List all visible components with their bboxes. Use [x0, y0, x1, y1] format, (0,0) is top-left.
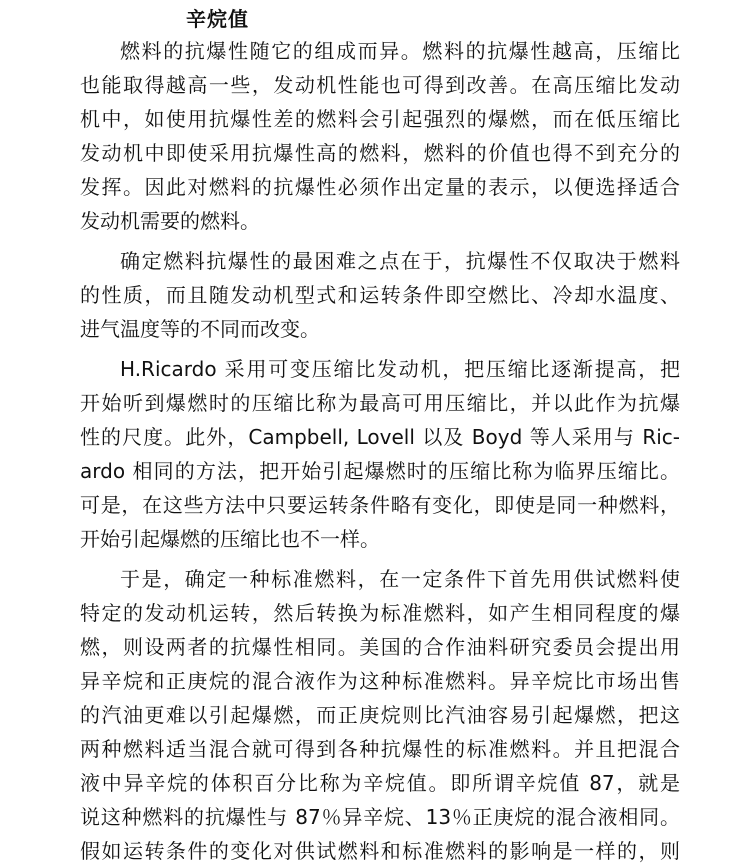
text-line: 开始引起爆燃的压缩比也不一样。 — [80, 527, 380, 551]
text-line: 的汽油更难以引起爆燃，而正庚烷则比汽油容易引起爆燃，把这 — [80, 703, 680, 727]
text-line: 的性质，而且随发动机型式和运转条件即空燃比、冷却水温度、 — [80, 283, 680, 307]
text-line: ardo 相同的方法，把开始引起爆燃时的压缩比称为临界压缩比。 — [80, 459, 680, 483]
text-line: 假如运转条件的变化对供试燃料和标准燃料的影响是一样的，则 — [80, 839, 680, 863]
text-line: 机中，如使用抗爆性差的燃料会引起强烈的爆燃，而在低压缩比 — [80, 107, 680, 131]
body-text — [80, 34, 680, 868]
text-line: 性的尺度。此外，Campbell, Lovell 以及 Boyd 等人采用与 Ric- — [80, 425, 680, 449]
text-line: 也能取得越高一些，发动机性能也可得到改善。在高压缩比发动 — [80, 73, 680, 97]
section-title: 辛烷值 — [186, 7, 249, 31]
text-line: 燃料的抗爆性随它的组成而异。燃料的抗爆性越高，压缩比 — [120, 39, 680, 63]
text-line: 进气温度等的不同而改变。 — [80, 317, 320, 341]
text-line: 可是，在这些方法中只要运转条件略有变化，即使是同一种燃料， — [80, 493, 680, 517]
text-line: 确定燃料抗爆性的最困难之点在于，抗爆性不仅取决于燃料 — [120, 249, 680, 273]
paragraph-3 — [80, 352, 680, 556]
text-line: 发动机需要的燃料。 — [80, 209, 260, 233]
text-line: 说这种燃料的抗爆性与 87％异辛烷、13％正庚烷的混合液相同。 — [80, 805, 680, 829]
paragraph-2 — [80, 244, 680, 346]
text-line: 发挥。因此对燃料的抗爆性必须作出定量的表示，以便选择适合 — [80, 175, 680, 199]
paragraph-4 — [80, 562, 680, 868]
text-line: 液中异辛烷的体积百分比称为辛烷值。即所谓辛烷值 87，就是 — [80, 771, 680, 795]
text-line: 发动机中即使采用抗爆性高的燃料，燃料的价值也得不到充分的 — [80, 141, 680, 165]
text-line: 于是，确定一种标准燃料，在一定条件下首先用供试燃料使 — [120, 567, 680, 591]
text-line: 两种燃料适当混合就可得到各种抗爆性的标准燃料。并且把混合 — [80, 737, 680, 761]
text-line: 异辛烷和正庚烷的混合液作为这种标准燃料。异辛烷比市场出售 — [80, 669, 680, 693]
text-line: H.Ricardo 采用可变压缩比发动机，把压缩比逐渐提高，把 — [120, 357, 680, 381]
text-line: 开始听到爆燃时的压缩比称为最高可用压缩比，并以此作为抗爆 — [80, 391, 680, 415]
paragraph-1 — [80, 34, 680, 238]
text-line: 燃，则设两者的抗爆性相同。美国的合作油料研究委员会提出用 — [80, 635, 680, 659]
text-line: 特定的发动机运转，然后转换为标准燃料，如产生相同程度的爆 — [80, 601, 680, 625]
